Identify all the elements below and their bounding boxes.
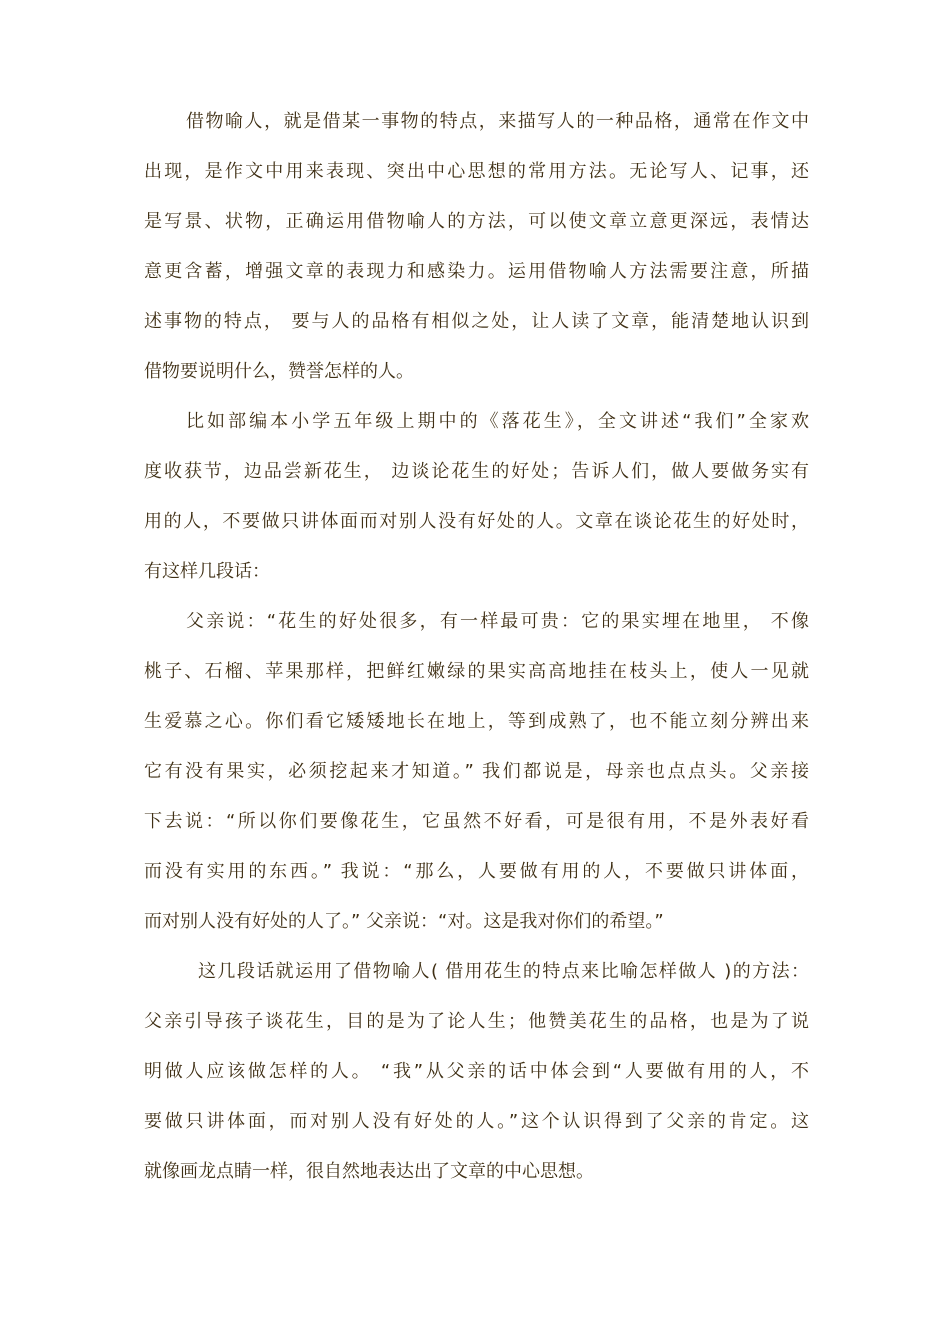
text-line: 父亲引导孩子谈花生，目的是为了论人生；他赞美花生的品格，也是为了说: [144, 1011, 809, 1032]
text-line: 桃子、石榴、苹果那样，把鲜红嫩绿的果实高高地挂在枝头上，使人一见就: [144, 661, 809, 682]
text-line: 父亲说：“花生的好处很多，有一样最可贵：它的果实埋在地里， 不像: [186, 611, 809, 632]
text-line: 借物要说明什么，赞誉怎样的人。: [144, 361, 414, 382]
text-line: 用的人，不要做只讲体面而对别人没有好处的人。文章在谈论花生的好处时，: [144, 511, 809, 532]
text-line: 借物喻人，就是借某一事物的特点，来描写人的一种品格，通常在作文中: [186, 111, 809, 132]
paragraph-4: [144, 953, 809, 1203]
text-line: 而没有实用的东西。” 我说：“那么，人要做有用的人，不要做只讲体面，: [144, 861, 809, 882]
paragraph-3: [144, 603, 809, 953]
text-line: 出现，是作文中用来表现、突出中心思想的常用方法。无论写人、记事，还: [144, 161, 809, 182]
text-line: 是写景、状物，正确运用借物喻人的方法，可以使文章立意更深远，表情达: [144, 211, 809, 232]
text-line: 比如部编本小学五年级上期中的《落花生》，全文讲述“我们”全家欢: [186, 411, 809, 432]
text-line: 度收获节，边品尝新花生， 边谈论花生的好处；告诉人们，做人要做务实有: [144, 461, 809, 482]
text-line: 明做人应该做怎样的人。 “我”从父亲的话中体会到“人要做有用的人，不: [144, 1061, 809, 1082]
text-line: 述事物的特点， 要与人的品格有相似之处，让人读了文章，能清楚地认识到: [144, 311, 809, 332]
text-line: 有这样几段话：: [144, 561, 270, 582]
paragraph-2: [144, 403, 809, 603]
text-line: 它有没有果实，必须挖起来才知道。” 我们都说是，母亲也点点头。父亲接: [144, 761, 809, 782]
text-line: 下去说：“所以你们要像花生，它虽然不好看，可是很有用，不是外表好看: [144, 811, 809, 832]
paragraph-1: [144, 103, 809, 403]
text-line: 而对别人没有好处的人了。” 父亲说：“对。这是我对你们的希望。”: [144, 911, 664, 932]
text-line: 就像画龙点睛一样，很自然地表达出了文章的中心思想。: [144, 1161, 594, 1182]
text-line: 要做只讲体面，而对别人没有好处的人。”这个认识得到了父亲的肯定。这: [144, 1111, 809, 1132]
text-line: 这几段话就运用了借物喻人( 借用花生的特点来比喻怎样做人 )的方法：: [198, 961, 809, 982]
text-line: 生爱慕之心。你们看它矮矮地长在地上，等到成熟了，也不能立刻分辨出来: [144, 711, 809, 732]
text-line: 意更含蓄，增强文章的表现力和感染力。运用借物喻人方法需要注意，所描: [144, 261, 809, 282]
document-page: [144, 103, 809, 1203]
